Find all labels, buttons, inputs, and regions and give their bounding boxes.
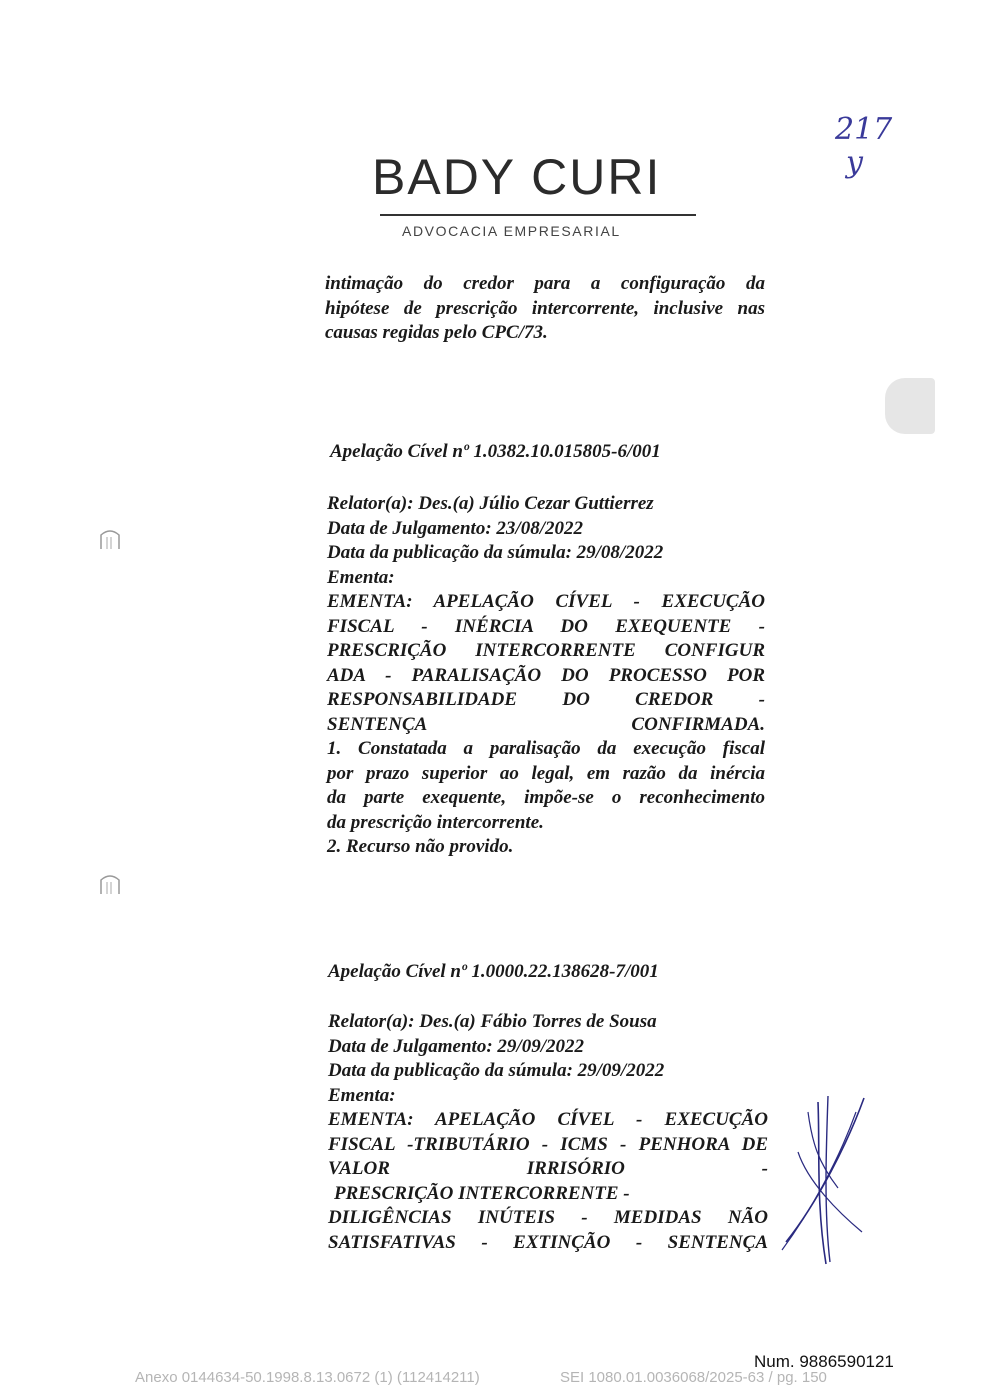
- hole-punch-mark-bottom: [97, 870, 123, 896]
- ementa-line: por prazo superior ao legal, em razão da inércia: [327, 762, 765, 784]
- case2-data-julgamento: Data de Julgamento: 29/09/2022: [328, 1035, 584, 1057]
- intro-line: hipótese de prescrição intercorrente, inclusive nas: [325, 297, 765, 319]
- footer-annex-reference: Anexo 0144634-50.1998.8.13.0672 (1) (112414211): [135, 1369, 480, 1386]
- hole-punch-mark-top: [97, 525, 123, 551]
- case1-title: Apelação Cível nº 1.0382.10.015805-6/001: [330, 441, 661, 462]
- case2-ementa-label: Ementa:: [328, 1084, 396, 1106]
- case1-ementa-label: Ementa:: [327, 566, 395, 588]
- ementa-line: DILIGÊNCIAS INÚTEIS - MEDIDAS NÃO: [328, 1207, 768, 1228]
- ementa-line: da prescrição intercorrente.: [327, 811, 544, 833]
- ementa-line: 2. Recurso não provido.: [327, 836, 514, 857]
- ementa-line: EMENTA: APELAÇÃO CÍVEL - EXECUÇÃO: [328, 1109, 768, 1130]
- ementa-line: da parte exequente, impõe-se o reconhecimento: [327, 787, 765, 808]
- footer-document-number: Num. 9886590121: [754, 1352, 894, 1371]
- handwritten-initial: y: [846, 145, 863, 180]
- logo-subtitle: ADVOCACIA EMPRESARIAL: [402, 223, 621, 239]
- ementa-line: EMENTA: APELAÇÃO CÍVEL - EXECUÇÃO: [327, 591, 765, 612]
- side-stamp: [885, 378, 935, 434]
- case1-data-publicacao: Data da publicação da súmula: 29/08/2022: [327, 542, 664, 563]
- ementa-line: FISCAL -TRIBUTÁRIO - ICMS - PENHORA DE: [328, 1133, 768, 1155]
- case1-ementa: [327, 590, 765, 860]
- case2-relator: Relator(a): Des.(a) Fábio Torres de Sousa: [328, 1011, 657, 1032]
- ementa-line: SATISFATIVAS - EXTINÇÃO - SENTENÇA: [328, 1231, 768, 1253]
- ementa-line: VALOR IRRISÓRIO -: [328, 1158, 768, 1179]
- logo-divider: [380, 214, 696, 216]
- footer-sei-reference: SEI 1080.01.0036068/2025-63 / pg. 150: [560, 1369, 827, 1386]
- case1-meta: [327, 492, 663, 590]
- case2-data-publicacao: Data da publicação da súmula: 29/09/2022: [328, 1060, 665, 1081]
- ementa-line: PRESCRIÇÃO INTERCORRENTE -: [334, 1182, 630, 1204]
- case2-ementa: [328, 1108, 768, 1255]
- ementa-line: RESPONSABILIDADE DO CREDOR -: [327, 689, 765, 710]
- ementa-line: 1. Constatada a paralisação da execução fiscal: [327, 738, 765, 759]
- case1-relator: Relator(a): Des.(a) Júlio Cezar Guttierrez: [327, 493, 654, 514]
- handwritten-signature: [778, 1092, 870, 1272]
- ementa-line: ADA - PARALISAÇÃO DO PROCESSO POR: [327, 664, 765, 686]
- case2-meta: [328, 1010, 664, 1108]
- handwritten-page-number: 217: [835, 112, 893, 147]
- intro-line: intimação do credor para a configuração da: [325, 273, 765, 294]
- ementa-line: FISCAL - INÉRCIA DO EXEQUENTE -: [327, 615, 765, 637]
- intro-paragraph: [325, 272, 765, 346]
- ementa-line: SENTENÇA CONFIRMADA.: [327, 713, 765, 735]
- ementa-line: PRESCRIÇÃO INTERCORRENTE CONFIGUR: [327, 640, 765, 661]
- logo-title: BADY CURI: [372, 149, 662, 205]
- intro-line: causas regidas pelo CPC/73.: [325, 322, 548, 343]
- case1-data-julgamento: Data de Julgamento: 23/08/2022: [327, 517, 583, 539]
- case2-title: Apelação Cível nº 1.0000.22.138628-7/001: [328, 961, 659, 982]
